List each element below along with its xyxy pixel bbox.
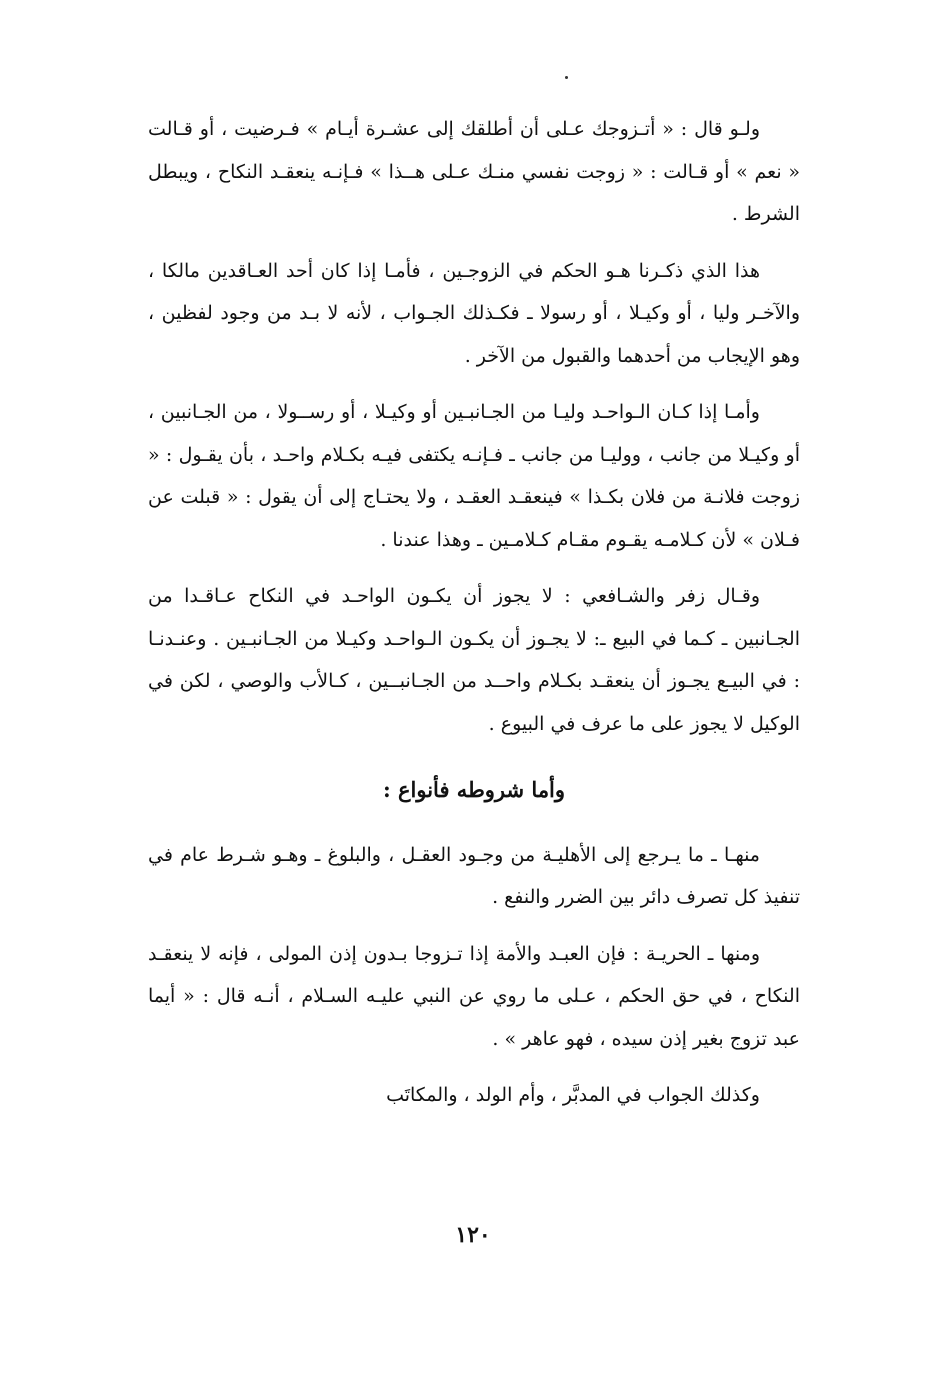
paragraph-3: وأمـا إذا كـان الـواحـد وليـا من الجـانبـين أو وكيـلا ، أو رســولا ، من الجـانبين ، أو وكيـلا من جانب ، ووليـا من جانب ـ فـإنـه يكتفى فيـه بكـلام واحـد ، بأن يقـول : « زوجت فلانـة من فلان بكـذا » فينعقـد العقـد ، ولا يحتـاج إلى أن يقول : « قبلت عن فـلان » لأن كـلامـه يقـوم مقـام كـلامـين ـ وهذا عندنا .	[148, 401, 800, 551]
paragraph-1: ولـو قال : « أتـزوجك عـلى أن أطلقك إلى عشـرة أيـام » فـرضيت ، أو قـالت « نعم » أو قـالت : « زوجت نفسي منـك عـلى هــذا » فـإنـه ينعقـد النكاح ، ويبطل الشرط .	[148, 118, 800, 225]
ink-speck	[565, 76, 568, 79]
paragraph-6: ومنها ـ الحريـة : فإن العبـد والأمة إذا تـزوجا بـدون إذن المولى ، فإنه لا ينعقـد النكاح ، في حق الحكم ، عـلى ما روي عن النبي عليـه السـلام ، أنـه قال : « أيما عبد تزوج بغير إذن سيده ، فهو عاهر » .	[148, 942, 800, 1050]
paragraph-5: منهـا ـ ما يـرجع إلى الأهليـة من وجـود العقـل ، والبلوغ ـ وهـو شـرط عام في تنفيذ كل تصرف دائر بين الضرر والنفع .	[148, 843, 800, 908]
section-heading: وأما شروطه فأنواع :	[382, 777, 566, 802]
paragraph-2: هذا الذي ذكـرنا هـو الحكم في الزوجـين ، فأمـا إذا كان أحد العـاقدين مالكا ، والآخـر وليا ، أو وكيـلا ، أو رسولا ـ فكـذلك الجـواب ، لأنه لا بـد من وجود لفظين ، وهو الإيجاب من أحدهما والقبول من الآخر .	[148, 259, 800, 367]
page-number: ١٢٠	[455, 1222, 491, 1248]
main-text-block	[148, 108, 800, 1131]
paragraph-4: وقـال زفر والشـافعي : لا يجوز أن يكـون الواحـد في النكاح عـاقـدا من الجـانبين ـ كـما في البيع ـ: لا يجـوز أن يكـون الـواحـد وكيـلا من الجـانبـين . وعنـدنـا : في البيـع يجـوز أن ينعقـد بكـلام واحــد من الجـانبــين ، كـالأب والوصي ، لكن في الوكيل لا يجوز على ما عرف في البيوع .	[148, 585, 800, 735]
paragraph-7: وكذلك الجواب في المدبَّر ، وأم الولد ، والمكاتَب	[386, 1084, 760, 1106]
